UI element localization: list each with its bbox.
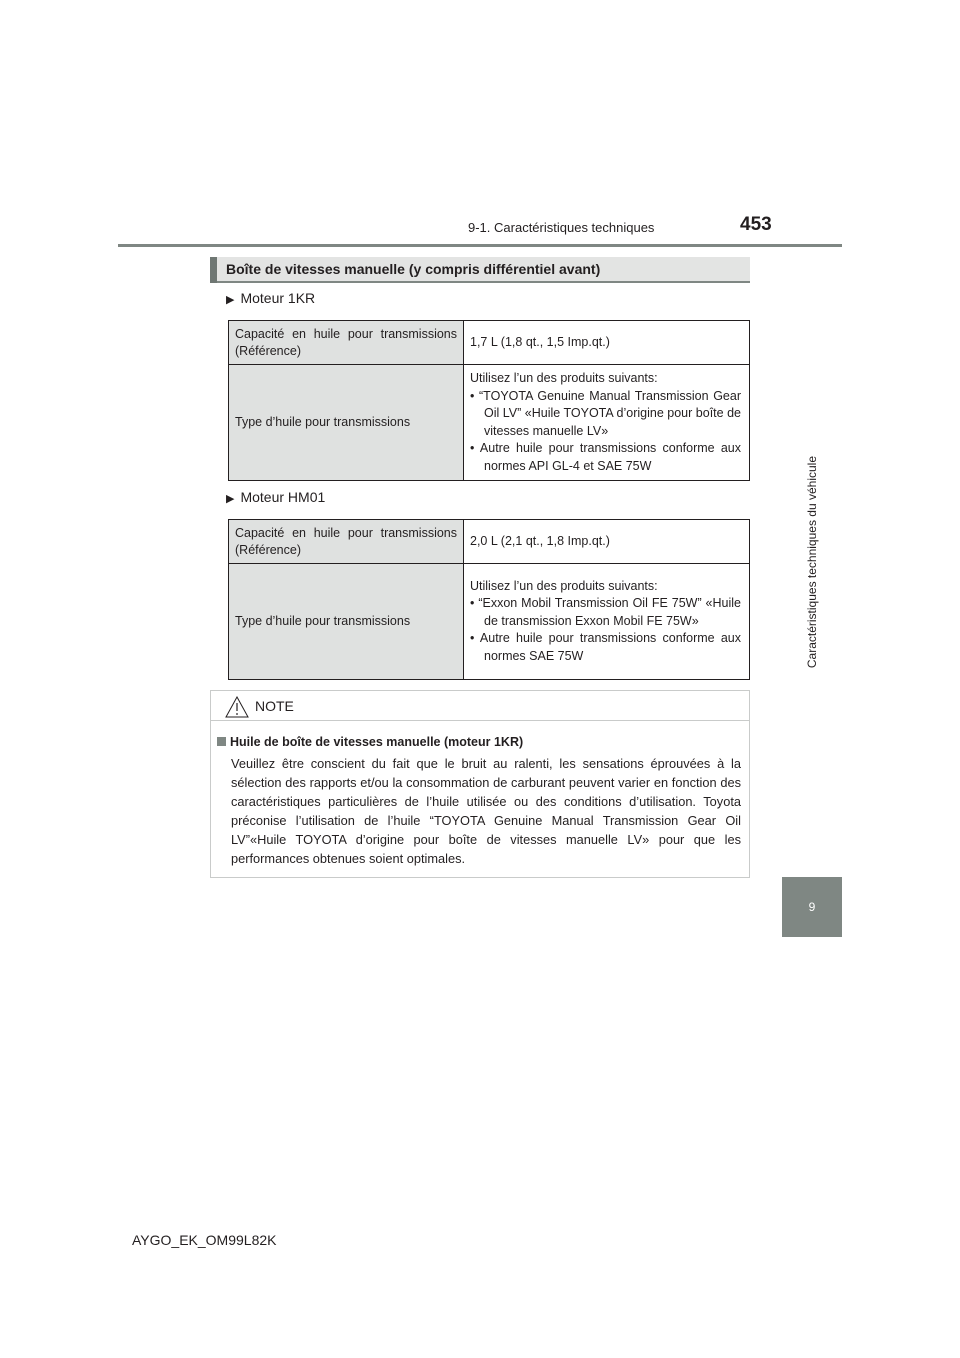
table-row	[229, 365, 750, 481]
engine-name: Moteur HM01	[240, 489, 326, 505]
oil-type-label: Type d’huile pour transmissions	[229, 564, 464, 680]
side-tab-text: Caractéristiques techniques du véhicule	[805, 455, 819, 669]
triangle-arrow-icon: ▶	[226, 493, 235, 505]
side-tab-number: 9	[782, 877, 842, 937]
list-item: • “TOYOTA Genuine Manual Transmission Gear Oil LV” «Huile TOYOTA d’origine pour boîte de vitesses manuelle LV»	[470, 388, 741, 438]
oil-type-label: Type d’huile pour transmissions	[229, 365, 464, 481]
note-subtitle-row	[217, 735, 523, 749]
oil-type-lead: Utilisez l’un des produits suivants:	[470, 578, 658, 593]
triangle-arrow-icon: ▶	[226, 294, 235, 306]
section-title-marker	[210, 257, 217, 283]
section-title-bar	[210, 257, 750, 283]
list-item: • Autre huile pour transmissions conforme aux normes API GL-4 et SAE 75W	[470, 441, 741, 473]
warning-triangle-icon	[225, 696, 249, 718]
note-box	[210, 690, 750, 878]
section-heading: 9-1. Caractéristiques techniques	[468, 220, 655, 235]
document-code: AYGO_EK_OM99L82K	[132, 1232, 277, 1248]
table-row	[229, 564, 750, 680]
oil-type-value	[464, 365, 750, 481]
engine-heading-1kr	[226, 290, 315, 306]
spec-table-1kr	[228, 320, 750, 481]
note-subtitle: Huile de boîte de vitesses manuelle (moteur 1KR)	[230, 735, 524, 749]
square-bullet-icon	[217, 737, 226, 746]
table-row	[229, 321, 750, 365]
capacity-value: 1,7 L (1,8 qt., 1,5 Imp.qt.)	[464, 321, 750, 365]
capacity-value: 2,0 L (2,1 qt., 1,8 Imp.qt.)	[464, 520, 750, 564]
list-item: • “Exxon Mobil Transmission Oil FE 75W” «Huile de transmission Exxon Mobil FE 75W»	[470, 596, 741, 628]
oil-type-value	[464, 564, 750, 680]
section-title: Boîte de vitesses manuelle (y compris différentiel avant)	[226, 261, 601, 277]
note-body: Veuillez être conscient du fait que le bruit au ralenti, les sensations éprouvées à la sélection des rapports et/ou la consommation de carburant peuvent varier en fonction des caractéristiques particulières de l’huile utilisée ou des conditions d’utilisation. Toyota préconise l’utilisation de l’huile “TOYOTA Genuine Manual Transmission Gear Oil LV”«Huile TOYOTA d’origine pour boîte de vitesses manuelle LV» pour que les performances obtenues soient optimales.	[231, 756, 741, 866]
engine-name: Moteur 1KR	[240, 290, 316, 306]
header-rule	[118, 244, 842, 247]
capacity-label: Capacité en huile pour transmissions (Référence)	[229, 321, 464, 365]
capacity-label: Capacité en huile pour transmissions (Référence)	[229, 520, 464, 564]
engine-heading-hm01	[226, 489, 325, 505]
note-label: NOTE	[255, 698, 294, 714]
page-number: 453	[740, 214, 772, 235]
oil-type-lead: Utilisez l’un des produits suivants:	[470, 371, 658, 385]
list-item: • Autre huile pour transmissions conforme aux normes SAE 75W	[470, 631, 741, 663]
table-row	[229, 520, 750, 564]
spec-table-hm01	[228, 519, 750, 680]
note-header	[211, 691, 749, 721]
side-tab-label	[782, 247, 842, 877]
